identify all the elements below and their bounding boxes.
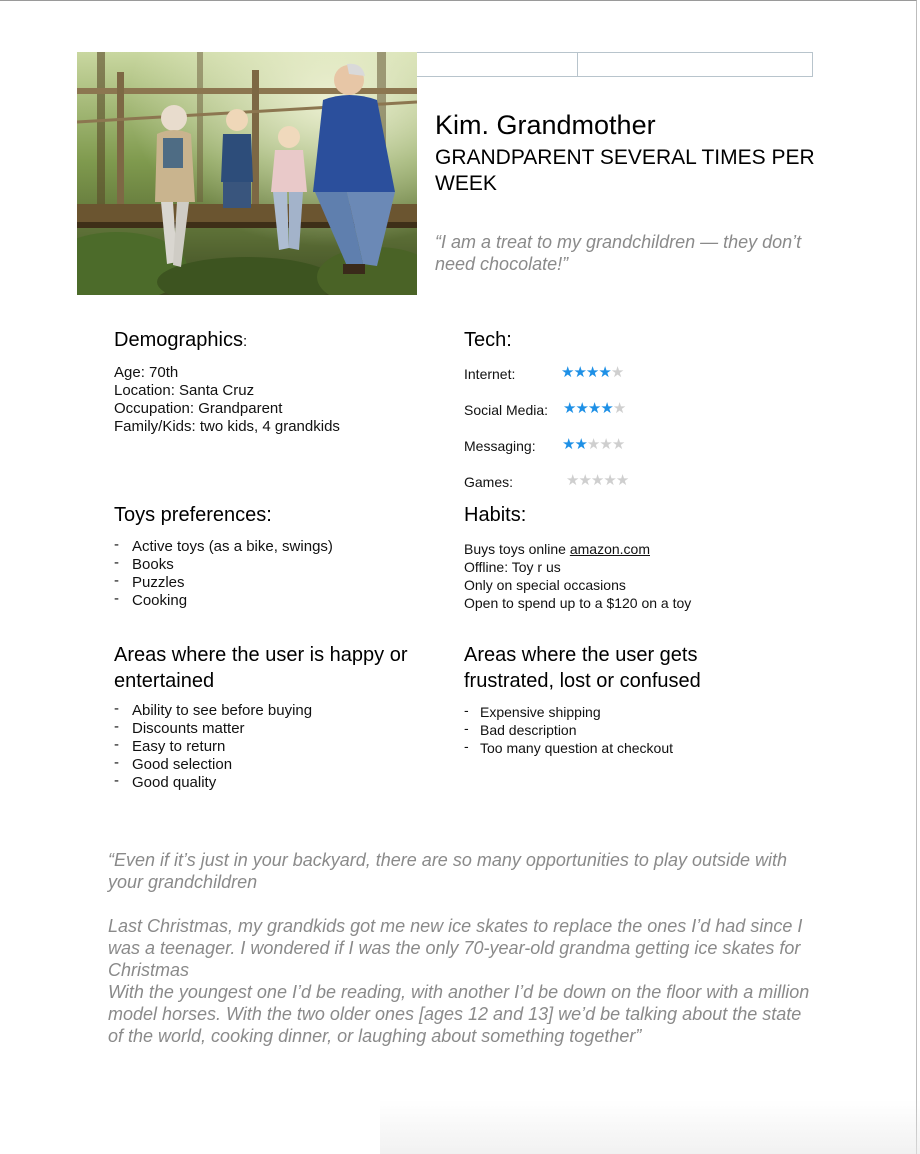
demographics-age: Age: 70th [114,364,179,381]
happy-heading: Areas where the user is happy or entertained [114,644,408,692]
star-filled-icon: ★ [587,400,601,417]
star-empty-icon: ★ [566,472,579,489]
header-table [417,52,813,77]
rating-stars-internet [561,363,623,381]
tech-row-social-media [464,402,548,418]
table-divider [577,53,578,76]
star-empty-icon: ★ [615,472,629,489]
demographics-location: Location: Santa Cruz [114,382,255,399]
habits-online [464,540,691,558]
page-shadow [380,1100,920,1154]
tech-label: Social Media: [464,402,549,418]
list-item: - Easy to return [114,738,312,756]
habits-occasions: Only on special occasions [464,577,626,593]
star-empty-icon: ★ [612,400,626,417]
persona-quote: “I am a treat to my grandchildren — they don’t need chocolate!” [435,232,802,274]
list-item: - Ability to see before buying [114,702,312,720]
list-item: - Puzzles [114,574,333,592]
list-item: - Good selection [114,756,312,774]
quote-paragraph-3: With the youngest one I’d be reading, with another I’d be down on the floor with a million model horses. With the two older ones [ages 12 and 13] we’d be talking about the state of the world, cooking dinner, or laughing about something together” [108,982,810,1046]
amazon-link[interactable]: amazon.com [569,541,650,557]
star-filled-icon: ★ [575,400,588,417]
tech-row-internet [464,366,515,382]
star-empty-icon: ★ [603,472,616,489]
list-item: - Cooking [114,592,333,610]
star-empty-icon: ★ [610,364,624,381]
star-filled-icon: ★ [573,364,586,381]
tech-label: Messaging: [464,438,536,454]
rating-stars-social-media [563,399,625,417]
frustrated-heading: Areas where the user gets frustrated, lost or confused [464,644,701,692]
habits-offline: Offline: Toy r us [464,559,561,575]
list-item: - Good quality [114,774,312,792]
persona-photo [77,52,417,295]
family-photo-illustration [77,52,417,295]
habits-online-text: Buys toys online [464,541,570,557]
list-item: - Books [114,556,333,574]
bottom-quote [108,849,818,1047]
star-filled-icon: ★ [585,364,599,381]
quote-paragraph-2: Last Christmas, my grandkids got me new ice skates to replace the ones I’d had since I was a teenager. I wondered if I was the only 70-year-old grandma getting ice skates for Christmas [108,916,803,980]
demographics-family: Family/Kids: two kids, 4 grandkids [114,418,340,435]
tech-label: Games: [464,474,514,490]
star-filled-icon: ★ [574,436,587,453]
star-filled-icon: ★ [600,400,613,417]
tech-row-messaging [464,438,536,454]
demographics-heading [114,329,247,352]
tech-heading: Tech: [464,329,512,351]
demographics-colon: : [242,333,248,350]
demographics-occupation: Occupation: Grandparent [114,400,283,417]
star-empty-icon: ★ [586,436,600,453]
persona-frequency: GRANDPARENT SEVERAL TIMES PER WEEK [435,146,815,195]
star-filled-icon: ★ [561,364,574,381]
persona-name: Kim. Grandmother [435,110,656,140]
list-item: - Discounts matter [114,720,312,738]
rating-stars-games [566,471,628,489]
star-empty-icon: ★ [578,472,591,489]
toys-list [114,538,333,610]
frustrated-list [464,703,673,757]
star-empty-icon: ★ [611,436,625,453]
quote-paragraph-1: “Even if it’s just in your backyard, there are so many opportunities to play outside with your grandchildren [108,850,788,892]
star-empty-icon: ★ [590,472,604,489]
habits-budget: Open to spend up to a $120 on a toy [464,595,692,611]
habits-heading: Habits: [464,504,527,526]
star-filled-icon: ★ [598,364,611,381]
list-item: - Bad description [464,721,673,739]
toys-heading: Toys preferences: [114,504,272,526]
list-item: - Too many question at checkout [464,739,673,757]
list-item: - Expensive shipping [464,703,673,721]
demographics-heading-text: Demographics [114,329,243,351]
happy-list [114,702,312,792]
habits-details [464,540,691,612]
star-filled-icon: ★ [562,436,575,453]
list-item: - Active toys (as a bike, swings) [114,538,333,556]
star-empty-icon: ★ [599,436,612,453]
star-filled-icon: ★ [563,400,576,417]
tech-label: Internet: [464,366,516,382]
tech-row-games [464,474,513,490]
demographics-details [114,364,340,436]
rating-stars-messaging [562,435,624,453]
